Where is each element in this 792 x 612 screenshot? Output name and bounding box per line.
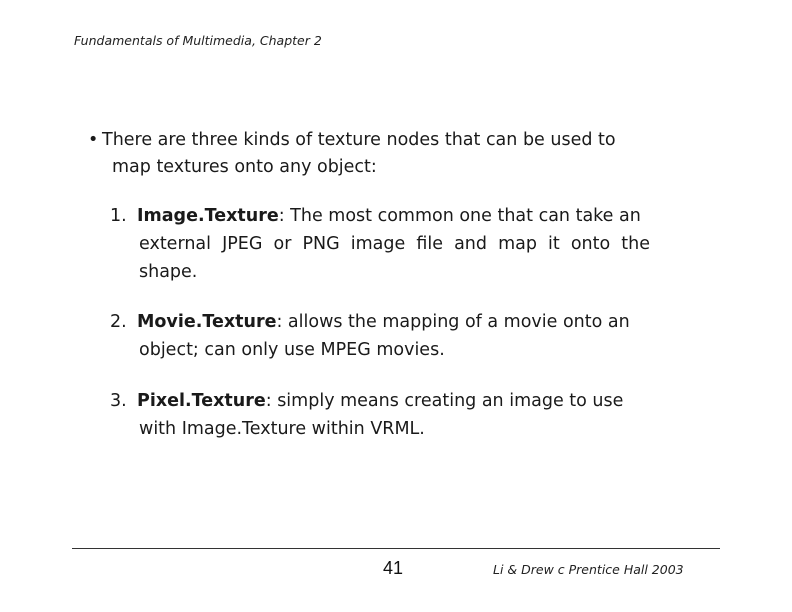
list-item-first-line — [110, 308, 650, 336]
list-item-continuation: with Image.Texture within VRML. — [139, 419, 425, 439]
chapter-header: Fundamentals of Multimedia, Chapter 2 — [74, 33, 322, 48]
list-item-number: 1. — [110, 206, 127, 226]
footer-divider — [72, 548, 720, 549]
list-item-term: Pixel.Texture — [137, 391, 266, 411]
page-number: 41 — [383, 558, 404, 578]
list-item-image-texture — [110, 202, 650, 286]
list-item-description: : simply means creating an image to use — [265, 391, 624, 411]
intro-line-1: There are three kinds of texture nodes that can be used to — [102, 130, 616, 150]
intro-line-2: map textures onto any object: — [112, 157, 377, 177]
intro-bullet-text — [88, 127, 648, 181]
bullet-icon: • — [88, 130, 99, 150]
list-item-continuation: shape. — [139, 262, 198, 282]
list-item-term: Image.Texture — [137, 206, 279, 226]
list-item-continuation: object; can only use MPEG movies. — [139, 340, 445, 360]
list-item-first-line — [110, 202, 650, 230]
list-item-continuation: external JPEG or PNG image file and map it onto the — [139, 234, 650, 254]
list-item-number: 3. — [110, 391, 127, 411]
footer-credit: Li & Drew c Prentice Hall 2003 — [493, 562, 684, 577]
list-item-pixel-texture — [110, 387, 650, 443]
list-item-description: : allows the mapping of a movie onto an — [276, 312, 630, 332]
list-item-first-line — [110, 387, 650, 415]
list-item-number: 2. — [110, 312, 127, 332]
list-item-term: Movie.Texture — [137, 312, 277, 332]
list-item-description: : The most common one that can take an — [278, 206, 641, 226]
list-item-movie-texture — [110, 308, 650, 364]
